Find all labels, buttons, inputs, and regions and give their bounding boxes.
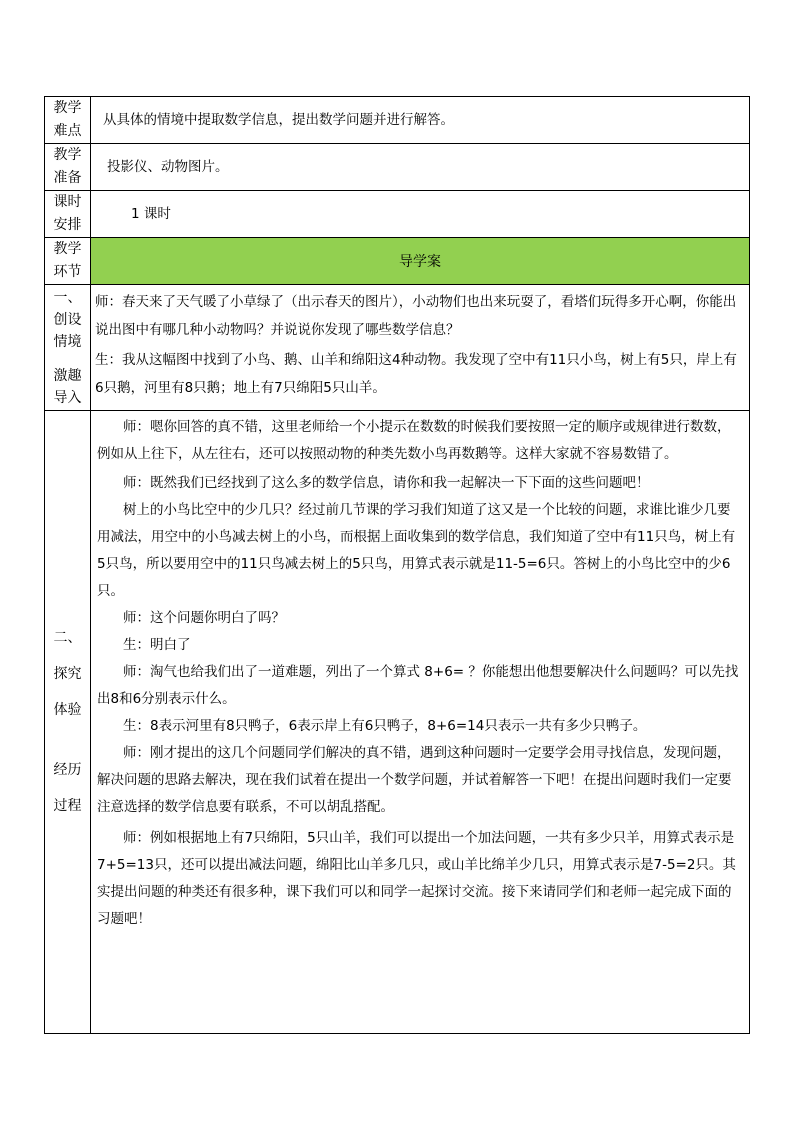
row-section-1 xyxy=(45,285,750,411)
teaching-prep-text: 投影仪、动物图片。 xyxy=(91,144,750,191)
label-schedule: 课时 安排 xyxy=(45,191,91,238)
section-2-p1: 师：嗯你回答的真不错，这里老师给一个小提示在数数的时候我们要按照一定的顺序或规律进行数数，例如从上往下，从左往右，还可以按照动物的种类先数小鸟再数鹅等。这样大家就不容易数错了。 xyxy=(97,419,731,462)
row-stage-header xyxy=(45,238,750,285)
section-1-paragraph-teacher: 师：春天来了天气暖了小草绿了（出示春天的图片），小动物们也出来玩耍了，看塔们玩得多开心啊，你能出说出图中有哪几种小动物吗？并说说你发现了哪些数学信息？ xyxy=(95,294,737,338)
section-2-p9: 师：例如根据地上有7只绵阳，5只山羊，我们可以提出一个加法问题，一共有多少只羊，用算式表示是7+5=13只，还可以提出减法问题，绵阳比山羊多几只，或山羊比绵羊少几只，用算式表示是7-5=2只。其实提出问题的种类还有很多种，课下我们可以和同学一起探讨交流。接下来请同学们和老师一起完成下面的习题吧！ xyxy=(97,830,736,927)
section-2-p5: 生：明白了 xyxy=(123,637,191,653)
row-schedule xyxy=(45,191,750,238)
section-2-p2: 师：既然我们已经找到了这么多的数学信息，请你和我一起解决一下下面的这些问题吧！ xyxy=(123,475,650,491)
row-section-2 xyxy=(45,411,750,1034)
section-1-content xyxy=(91,285,750,411)
label-stage: 教学 环节 xyxy=(45,238,91,285)
row-teaching-difficulty xyxy=(45,97,750,144)
label-teaching-prep: 教学 准备 xyxy=(45,144,91,191)
section-2-p4: 师：这个问题你明白了吗？ xyxy=(123,610,285,626)
section-1-paragraph-student: 生：我从这幅图中找到了小鸟、鹅、山羊和绵阳这4种动物。我发现了空中有11只小鸟，树上有5只，岸上有6只鹅，河里有8只鹅；地上有7只绵阳5只山羊。 xyxy=(95,352,737,396)
lesson-plan-table xyxy=(44,96,750,1034)
label-section-2: 二、 探究 体验 经历 过程 xyxy=(45,411,91,1034)
section-2-content xyxy=(91,411,750,1034)
section-2-p8: 师：刚才提出的这几个问题同学们解决的真不错，遇到这种问题时一定要学会用寻找信息，发现问题，解决问题的思路去解决，现在我们试着在提出一个数学问题，并试着解答一下吧！在提出问题时我们一定要注意选择的数学信息要有联系，不可以胡乱搭配。 xyxy=(97,745,732,815)
teaching-difficulty-text: 从具体的情境中提取数学信息，提出数学问题并进行解答。 xyxy=(91,97,750,144)
lesson-plan-page xyxy=(44,96,750,1034)
section-2-p3: 树上的小鸟比空中的少几只？经过前几节课的学习我们知道了这又是一个比较的问题，求谁比谁少几要用减法，用空中的小鸟减去树上的小鸟，而根据上面收集到的数学信息，我们知道了空中有11只鸟，树上有5只鸟，所以要用空中的11只鸟减去树上的5只鸟，用算式表示就是11-5=6只。答树上的小鸟比空中的少6只。 xyxy=(97,502,736,599)
section-2-p6: 师：淘气也给我们出了一道难题，列出了一个算式 8+6= ？你能想出他想要解决什么问题吗？可以先找出8和6分别表示什么。 xyxy=(97,664,739,707)
row-teaching-prep xyxy=(45,144,750,191)
label-teaching-difficulty: 教学 难点 xyxy=(45,97,91,144)
schedule-text: 1 课时 xyxy=(91,191,750,238)
stage-header-guide: 导学案 xyxy=(91,238,750,285)
section-2-p7: 生：8表示河里有8只鸭子，6表示岸上有6只鸭子，8+6=14只表示一共有多少只鸭子。 xyxy=(123,718,647,734)
label-section-1: 一、 创设 情境 激趣 导入 xyxy=(45,285,91,411)
